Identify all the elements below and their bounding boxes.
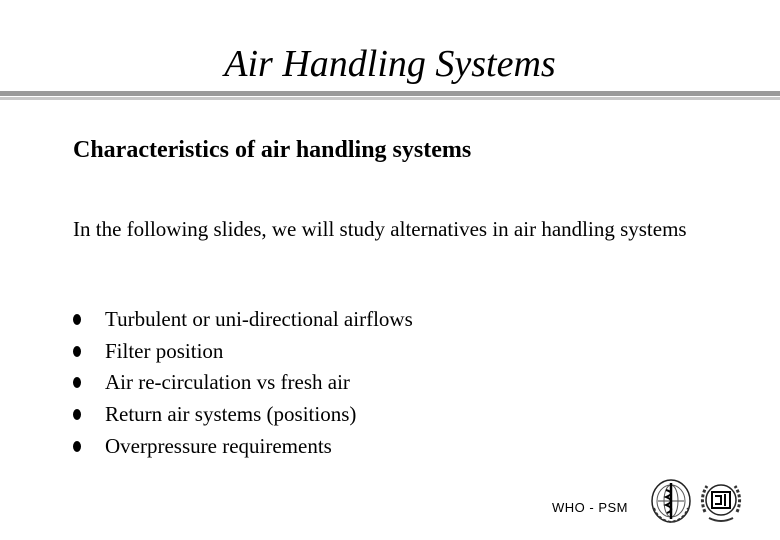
bullet-text: Air re-circulation vs fresh air (105, 370, 350, 395)
bullet-icon (73, 441, 81, 452)
bullet-text: Return air systems (positions) (105, 402, 357, 427)
bullet-list (73, 304, 413, 462)
fip-emblem-icon (697, 478, 745, 524)
bullet-icon (73, 409, 81, 420)
list-item (73, 304, 413, 336)
footer-label: WHO - PSM (552, 500, 628, 515)
bullet-text: Filter position (105, 338, 224, 363)
list-item (73, 336, 413, 368)
bullet-icon (73, 377, 81, 388)
slide-subtitle: Characteristics of air handling systems (73, 137, 472, 163)
bullet-icon (73, 314, 81, 325)
bullet-text: Turbulent or uni-directional airflows (105, 307, 413, 332)
who-emblem-icon (650, 478, 692, 524)
title-divider-shadow (0, 97, 780, 100)
bullet-icon (73, 346, 81, 357)
slide-title: Air Handling Systems (224, 43, 556, 85)
list-item (73, 430, 413, 462)
title-divider (0, 91, 780, 96)
list-item (73, 399, 413, 431)
intro-text: In the following slides, we will study alternatives in air handling systems (73, 217, 687, 241)
list-item (73, 367, 413, 399)
bullet-text: Overpressure requirements (105, 433, 332, 458)
